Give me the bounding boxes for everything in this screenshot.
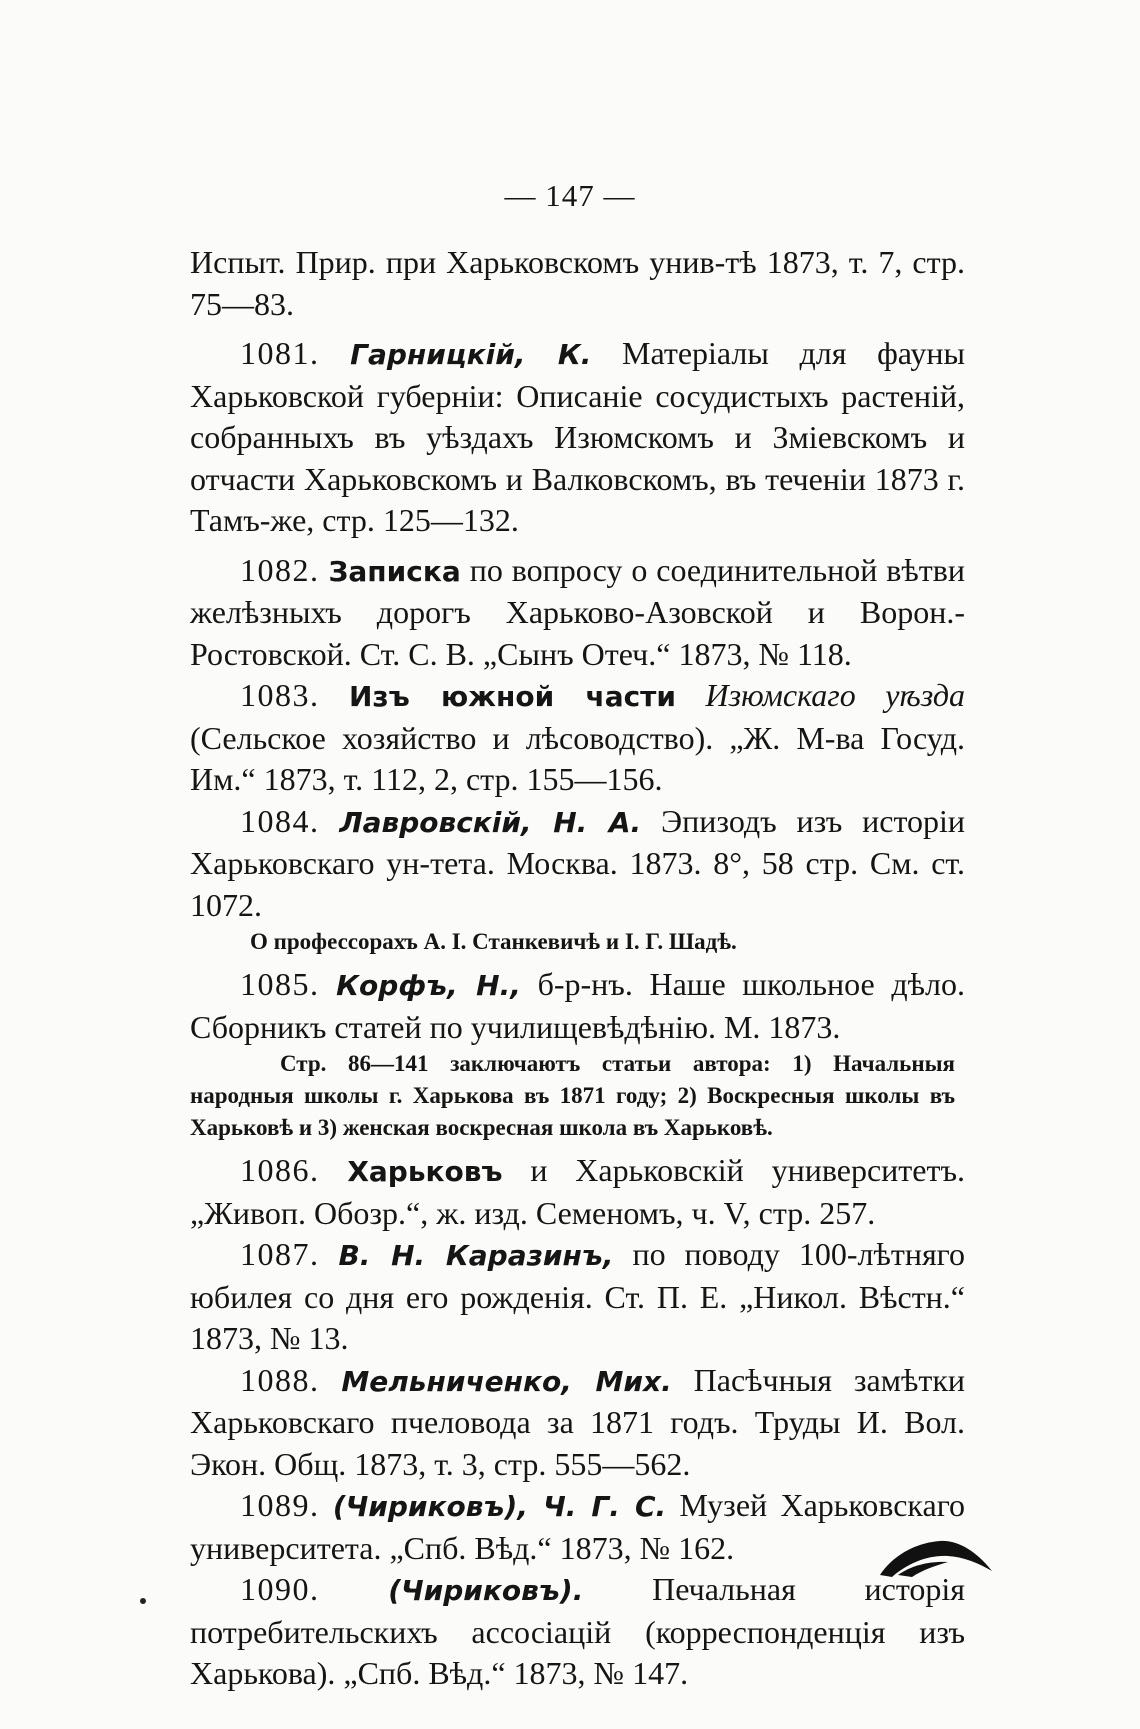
- entry-1085: [190, 964, 965, 1048]
- entry-lead-italic: Изюмскаго уѣзда: [705, 677, 966, 713]
- continuation-text: Испыт. Прир. при Харьковскомъ унив-тѣ 1873, т. 7, стр. 75—83.: [190, 244, 965, 322]
- entry-text: по поводу 100-лѣтняго юбилея со дня его рожденія. Ст. П. Е. „Никол. Вѣстн.“ 1873, № 13.: [190, 1236, 966, 1356]
- entry-number: 1087.: [240, 1236, 320, 1272]
- entry-number: 1081.: [240, 335, 320, 371]
- entry-number: 1090.: [240, 1571, 320, 1607]
- entry-1082: [190, 550, 965, 676]
- entry-text: (Сельское хозяйство и лѣсоводство). „Ж. М-ва Госуд. Им.“ 1873, т. 112, 2, стр. 155—156.: [190, 719, 965, 797]
- entry-author: (Чириковъ).: [388, 1574, 584, 1607]
- entry-author: Мельниченко, Мих.: [341, 1364, 672, 1398]
- entry-number: 1082.: [240, 551, 320, 588]
- entry-1087: [190, 1234, 965, 1360]
- entry-number: 1089.: [240, 1487, 320, 1523]
- entry-author: Лавровскій, Н. А.: [339, 805, 642, 839]
- entry-text: по вопросу о соединительной вѣтви желѣзныхъ дорогъ Харьково-Азовской и Ворон.-Ростовской. Ст. С. В. „Сынъ Отеч.“ 1873, № 118.: [190, 551, 966, 672]
- entry-text: б-р-нъ. Наше школьное дѣло. Сборникъ статей по училищевѣдѣнію. М. 1873.: [190, 966, 965, 1045]
- bibliography-column: [190, 242, 965, 1695]
- entry-lead: Записка: [328, 554, 461, 588]
- entry-author: Корфъ, Н.,: [336, 969, 521, 1002]
- entry-number: 1085.: [240, 966, 320, 1002]
- entry-author: Гарницкій, К.: [350, 338, 592, 371]
- entry-1089: [190, 1485, 965, 1569]
- page-number: — 147 —: [504, 178, 636, 213]
- entry-number: 1084.: [240, 802, 320, 839]
- entry-note: Стр. 86—141 заключаютъ статьи автора: 1) Начальныя народныя школы г. Харькова въ 1871 году; 2) Воскресныя школы въ Харьковѣ и 3) женская воскресная школа въ Харьковѣ.: [190, 1051, 955, 1140]
- entry-text: Матеріалы для фауны Харьковской губерніи: Описаніе сосудистыхъ растеній, собранныхъ въ уѣздахъ Изюмскомъ и Зміевскомъ и отчасти Харьковскомъ и Валковскомъ, въ теченіи 1873 г. Тамъ-же, стр. 125—132.: [190, 335, 966, 538]
- entry-text: и Харьковскій университетъ. „Живоп. Обозр.“, ж. изд. Семеномъ, ч. V, стр. 257.: [190, 1152, 966, 1231]
- entry-1090: [190, 1569, 965, 1695]
- entry-text: Печальная исторія потребительскихъ ассосіацій (корреспонденція изъ Харькова). „Спб. Вѣд.“ 1873, № 147.: [190, 1571, 965, 1691]
- entry-1081: [190, 333, 965, 542]
- entry-author: В. Н. Каразинъ,: [338, 1239, 614, 1272]
- entry-lead: Изъ южной части: [348, 680, 677, 713]
- entry-text: Музей Харьковскаго университета. „Спб. Вѣд.“ 1873, № 162.: [190, 1487, 966, 1566]
- entry-text: Эпизодъ изъ исторіи Харьковскаго ун-тета. Москва. 1873. 8°, 58 стр. См. ст. 1072.: [190, 802, 966, 923]
- entry-note: О профессорахъ А. І. Станкевичѣ и І. Г. Шадѣ.: [250, 929, 737, 954]
- entry-lead: Харьковъ: [347, 1155, 503, 1188]
- entry-1086: [190, 1150, 965, 1234]
- entry-author: (Чириковъ), Ч. Г. С.: [332, 1490, 667, 1523]
- entry-number: 1083.: [240, 677, 320, 713]
- entry-text: Пасѣчныя замѣтки Харьковскаго пчеловода за 1871 годъ. Труды И. Вол. Экон. Общ. 1873, т. 3, стр. 555—562.: [190, 1361, 966, 1482]
- end-ornament-icon: [878, 1535, 994, 1579]
- entry-number: 1088.: [240, 1361, 320, 1398]
- entry-1083: [190, 675, 965, 801]
- entry-1084: [190, 801, 965, 927]
- entry-1088: [190, 1360, 965, 1486]
- ink-speck: [140, 1598, 146, 1604]
- entry-number: 1086.: [240, 1152, 320, 1188]
